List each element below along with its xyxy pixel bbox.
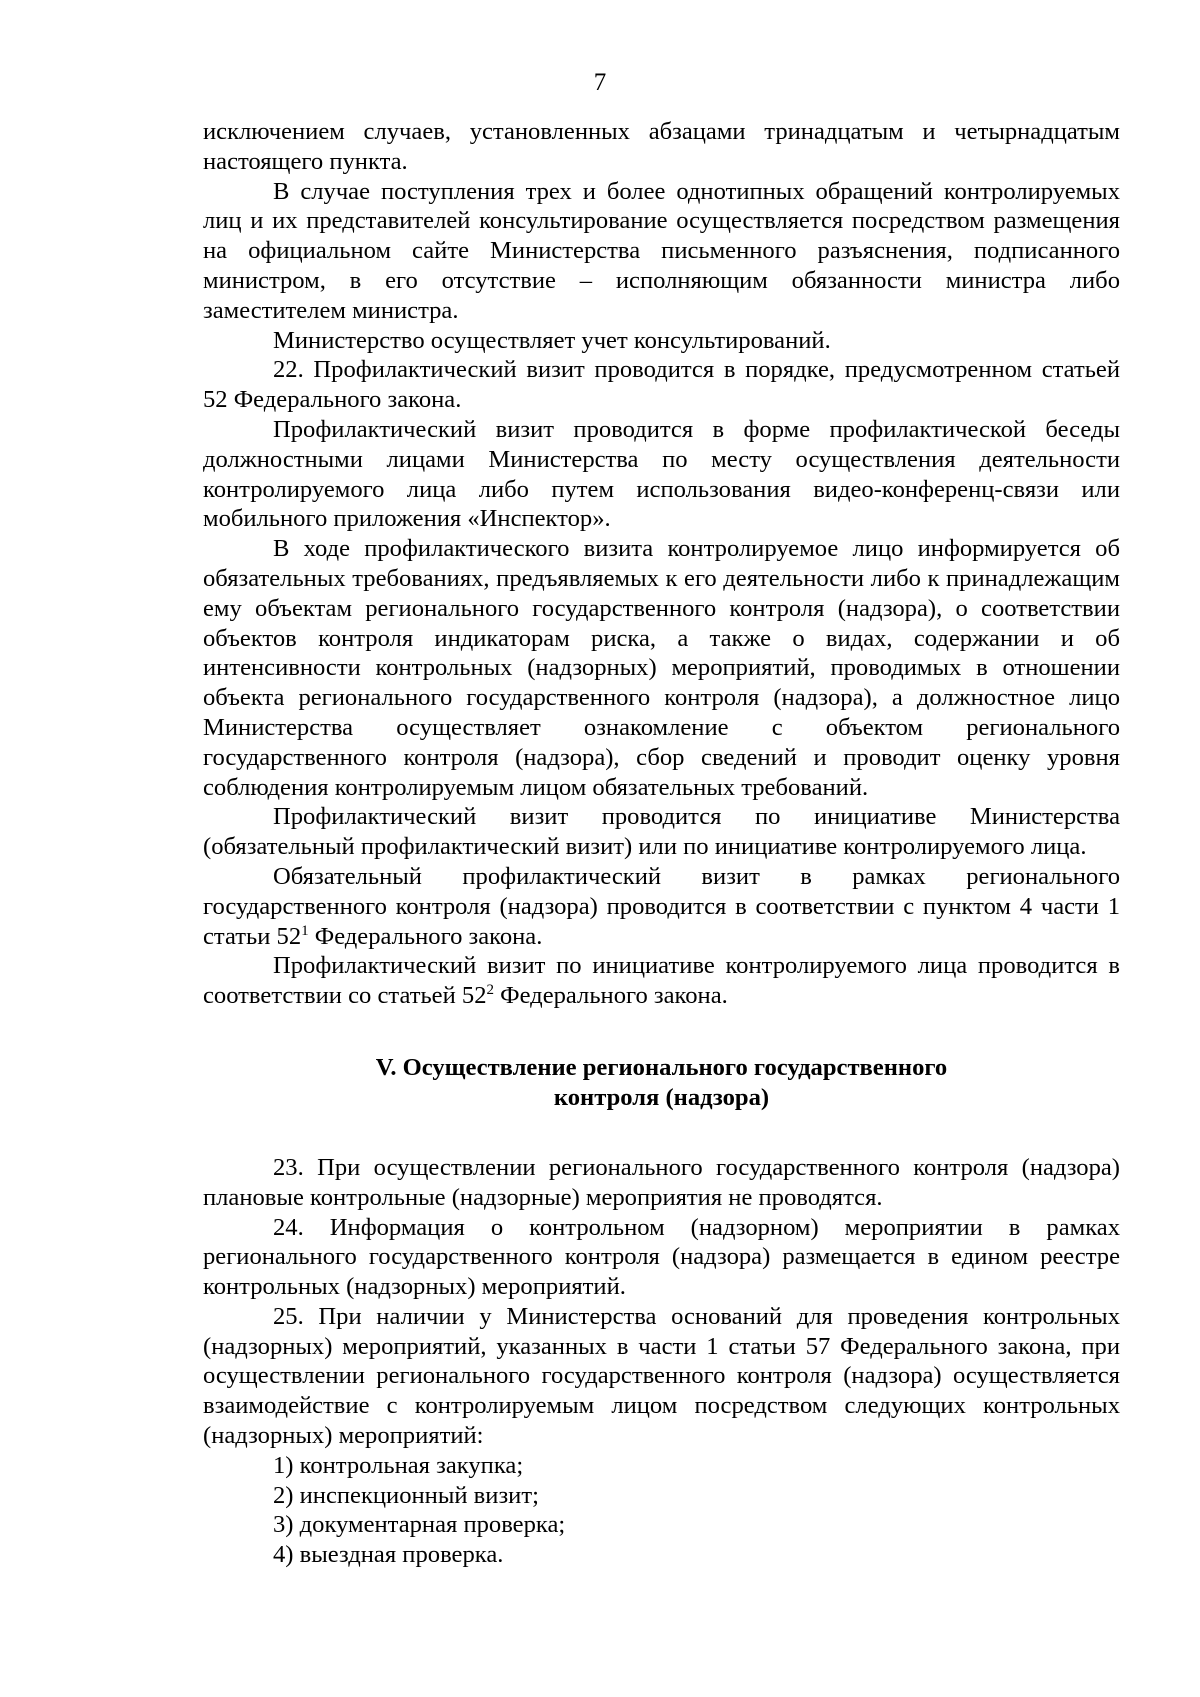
paragraph-text: Обязательный профилактический визит в рамках регионального государственного контроля (надзора) проводится в соответствии с пунктом 4 части 1 статьи 52 <box>203 862 1120 950</box>
paragraph-text: Федерального закона. <box>308 922 543 950</box>
paragraph-text: Федерального закона. <box>494 982 728 1010</box>
paragraph: В случае поступления трех и более однотипных обращений контролируемых лиц и их представителей консультирование осуществляется посредством размещения на официальном сайте Министерства письменного разъяснения, подписанного министром, в его отсутствие – исполняющим обязанности министра либо заместителем министра. <box>203 177 1120 324</box>
paragraph: Министерство осуществляет учет консультирований. <box>273 326 831 354</box>
superscript: 2 <box>486 982 495 999</box>
list-item: 4) выездная проверка. <box>273 1541 504 1569</box>
paragraph: 23. При осуществлении регионального государственного контроля (надзора) плановые контрольные (надзорные) мероприятия не проводятся. <box>203 1153 1120 1211</box>
paragraph-initiative-visit <box>203 951 1120 1011</box>
paragraph-text: Профилактический визит по инициативе контролируемого лица проводится в соответствии со статьей 52 <box>203 952 1120 1010</box>
paragraph-mandatory-visit <box>203 862 1120 951</box>
list-item: 1) контрольная закупка; <box>273 1451 524 1479</box>
document-body <box>203 117 1120 1570</box>
paragraph: Профилактический визит проводится в форме профилактической беседы должностными лицами Министерства по месту осуществления деятельности контролируемого лица либо путем использования видео-конференц-связи или мобильного приложения «Инспектор». <box>203 415 1120 533</box>
list-item: 3) документарная проверка; <box>273 1511 566 1539</box>
paragraph: 25. При наличии у Министерства оснований для проведения контрольных (надзорных) мероприятий, указанных в части 1 статьи 57 Федерального закона, при осуществлении регионального государственного контроля (надзора) осуществляется взаимодействие с контролируемым лицом посредством следующих контрольных (надзорных) мероприятий: <box>203 1302 1120 1450</box>
section-heading <box>203 1053 1120 1113</box>
paragraph: В ходе профилактического визита контролируемое лицо информируется об обязательных требованиях, предъявляемых к его деятельности либо к принадлежащим ему объектам регионального государственного контроля (надзора), о соответствии объектов контроля индикаторам риска, а также о видах, содержании и об интенсивности контрольных (надзорных) мероприятий, проводимых в отношении объекта регионального государственного контроля (надзора), а должностное лицо Министерства осуществляет ознакомление с объектом регионального государственного контроля (надзора), сбор сведений и проводит оценку уровня соблюдения контролируемым лицом обязательных требований. <box>203 535 1120 801</box>
page-number: 7 <box>593 69 607 96</box>
superscript: 1 <box>301 922 309 939</box>
paragraph: 24. Информация о контрольном (надзорном) мероприятии в рамках регионального государственного контроля (надзора) размещается в едином реестре контрольных (надзорных) мероприятий. <box>203 1213 1120 1301</box>
paragraph: 22. Профилактический визит проводится в порядке, предусмотренном статьей 52 Федерального закона. <box>203 356 1120 414</box>
paragraph: Профилактический визит проводится по инициативе Министерства (обязательный профилактический визит) или по инициативе контролируемого лица. <box>203 803 1120 861</box>
list-item: 2) инспекционный визит; <box>273 1481 539 1509</box>
section-heading-line: контроля (надзора) <box>553 1083 770 1111</box>
section-heading-line: V. Осуществление регионального государственного <box>375 1053 948 1081</box>
paragraph: исключением случаев, установленных абзацами тринадцатым и четырнадцатым настоящего пункта. <box>203 118 1120 175</box>
